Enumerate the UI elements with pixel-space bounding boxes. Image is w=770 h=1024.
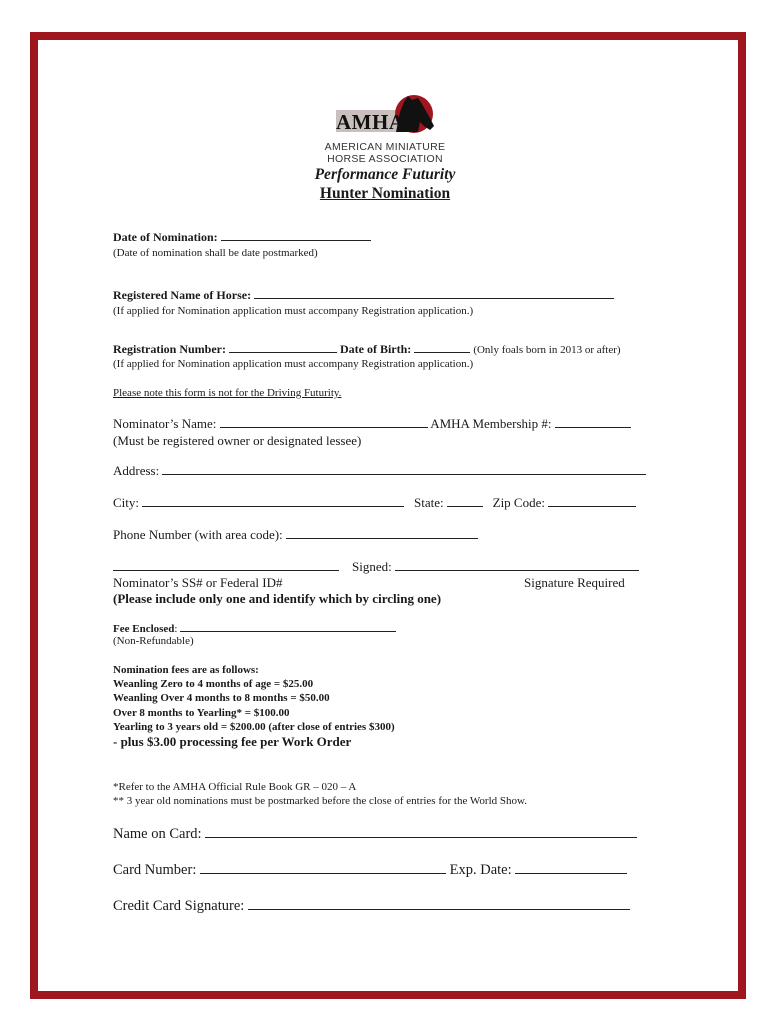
phone-field[interactable] <box>286 528 478 539</box>
date-of-birth-note: (Only foals born in 2013 or after) <box>473 344 621 356</box>
address-field[interactable] <box>162 464 646 475</box>
state-field[interactable] <box>447 496 483 507</box>
zip-field[interactable] <box>548 496 636 507</box>
nominator-name-label: Nominator’s Name: <box>113 416 217 431</box>
fee-item: Over 8 months to Yearling* = $100.00 <box>113 706 290 719</box>
card-signature-row <box>113 898 630 915</box>
signed-label: Signed: <box>352 559 392 574</box>
driving-futurity-notice: Please note this form is not for the Driving Futurity. <box>113 387 342 399</box>
owner-note: (Must be registered owner or designated lessee) <box>113 433 362 448</box>
card-number-row <box>113 862 627 879</box>
signature-required-label: Signature Required <box>524 575 625 590</box>
registration-number-label: Registration Number: <box>113 342 226 356</box>
horse-name-label: Registered Name of Horse: <box>113 288 252 302</box>
card-number-label: Card Number: <box>113 862 197 878</box>
form-title: Performance Futurity <box>314 166 456 183</box>
fee-header: Nomination fees are as follows: <box>113 664 259 676</box>
zip-label: Zip Code: <box>492 495 545 510</box>
date-of-nomination-label: Date of Nomination: <box>113 230 218 244</box>
city-row <box>113 495 636 511</box>
date-of-birth-label: Date of Birth: <box>339 342 412 356</box>
date-of-nomination-field[interactable] <box>221 230 371 241</box>
membership-field[interactable] <box>555 417 631 428</box>
logo-abbreviation: AMHA <box>336 110 405 134</box>
exp-date-label: Exp. Date: <box>449 862 512 878</box>
address-row <box>113 463 646 479</box>
horse-name-note: (If applied for Nomination application must accompany Registration application.) <box>113 305 474 317</box>
horse-name-field[interactable] <box>254 288 614 299</box>
fee-schedule <box>113 663 395 734</box>
fee-item: Weanling Zero to 4 months of age = $25.00 <box>113 678 314 691</box>
card-signature-field[interactable] <box>248 899 630 910</box>
nominator-name-field[interactable] <box>220 417 428 428</box>
date-of-birth-field[interactable] <box>414 342 470 353</box>
registration-number-field[interactable] <box>229 342 337 353</box>
city-label: City: <box>113 495 140 510</box>
ss-label: Nominator’s SS# or Federal ID# <box>113 575 283 590</box>
card-signature-label: Credit Card Signature: <box>113 898 245 914</box>
rule-book-ref: *Refer to the AMHA Official Rule Book GR – 020 – A <box>113 781 357 793</box>
phone-row <box>113 527 478 543</box>
signature-field[interactable] <box>395 560 639 571</box>
fee-enclosed-field[interactable] <box>180 621 396 632</box>
fee-item: Weanling Over 4 months to 8 months = $50.00 <box>113 692 330 705</box>
fee-item: Yearling to 3 years old = $200.00 (after close of entries $300) <box>113 720 395 733</box>
exp-date-field[interactable] <box>515 863 627 874</box>
fee-enclosed-label: Fee Enclosed <box>113 623 175 635</box>
circle-note: (Please include only one and identify which by circling one) <box>113 591 442 606</box>
form-subtitle: Hunter Nomination <box>319 185 451 202</box>
card-number-field[interactable] <box>200 863 446 874</box>
non-refundable-note: (Non-Refundable) <box>113 635 194 647</box>
registration-note: (If applied for Nomination application must accompany Registration application.) <box>113 358 474 370</box>
phone-label: Phone Number (with area code): <box>113 527 283 542</box>
logo-line-2: HORSE ASSOCIATION <box>327 153 443 165</box>
signed-row <box>113 559 639 575</box>
card-name-label: Name on Card: <box>113 826 202 842</box>
city-field[interactable] <box>142 496 404 507</box>
state-label: State: <box>414 495 444 510</box>
fee-enclosed-row: Fee Enclosed: <box>113 621 396 635</box>
registration-row <box>113 342 621 357</box>
processing-fee: - plus $3.00 processing fee per Work Order <box>113 734 352 749</box>
date-of-nomination-row <box>113 230 371 245</box>
logo-line-1: AMERICAN MINIATURE <box>324 141 446 153</box>
horse-name-row <box>113 288 614 303</box>
ss-field[interactable] <box>113 560 339 571</box>
three-year-note: ** 3 year old nominations must be postmarked before the close of entries for the World Show. <box>113 795 527 807</box>
nominator-row <box>113 416 631 432</box>
card-name-row <box>113 826 637 843</box>
membership-label: AMHA Membership #: <box>430 416 552 431</box>
card-name-field[interactable] <box>205 827 637 838</box>
address-label: Address: <box>113 463 160 478</box>
date-of-nomination-note: (Date of nomination shall be date postmarked) <box>113 247 318 259</box>
